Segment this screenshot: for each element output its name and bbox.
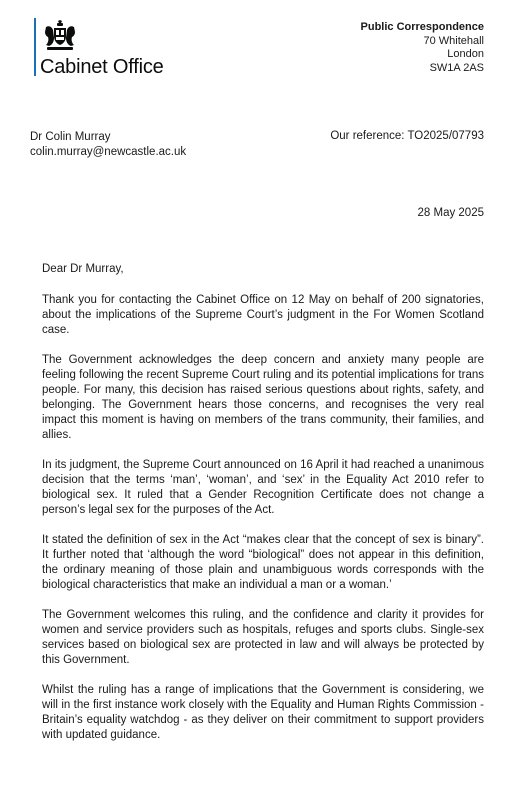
letter-body: [42, 262, 484, 758]
organisation-name: Cabinet Office: [40, 56, 164, 78]
paragraph: The Government welcomes this ruling, and the confidence and clarity it provides for women and service providers such as hospitals, refuges and sports clubs. Single-sex services based on biological sex are protected in law and will always be protected by this Government.: [42, 609, 484, 666]
address-line: 70 Whitehall: [423, 34, 484, 47]
sender-address: [361, 21, 484, 75]
address-line: SW1A 2AS: [429, 61, 484, 74]
royal-coat-of-arms-icon: [41, 20, 79, 52]
paragraph: In its judgment, the Supreme Court announced on 16 April it had reached a unanimous decision that the terms ‘man’, ‘woman’, and ‘sex’ in the Equality Act 2010 refer to biological sex. It ruled that a Gender Recognition Certificate does not change a person’s legal sex for the purposes of the Act.: [42, 459, 484, 516]
paragraph: The Government acknowledges the deep concern and anxiety many people are feeling following the recent Supreme Court ruling and its potential implications for trans people. For many, this decision has raised serious questions about rights, safety, and belonging. The Government hears those concerns, and recognises the very real impact this moment is having on members of the trans community, their families, and allies.: [42, 354, 484, 441]
paragraph: It stated the definition of sex in the Act “makes clear that the concept of sex is binary”. It further noted that ‘although the word “biological” does not appear in this definition, the ordinary meaning of those plain and unambiguous words corresponds with the biological characteristics that make an individual a man or a woman.’: [42, 534, 484, 591]
salutation: Dear Dr Murray,: [42, 263, 124, 275]
logo-accent-bar: [34, 18, 36, 76]
address-title: Public Correspondence: [360, 21, 484, 33]
letter-date: 28 May 2025: [417, 207, 484, 219]
recipient-email: colin.murray@newcastle.ac.uk: [30, 146, 187, 158]
recipient-name: Dr Colin Murray: [30, 131, 111, 143]
paragraph: Whilst the ruling has a range of implications that the Government is considering, we will in the first instance work closely with the Equality and Human Rights Commission - Britain’s equality watchdog - as they deliver on their commitment to support providers with updated guidance.: [42, 684, 484, 741]
reference-number: Our reference: TO2025/07793: [330, 130, 484, 142]
paragraph: Thank you for contacting the Cabinet Office on 12 May on behalf of 200 signatories, about the implications of the Supreme Court’s judgment in the For Women Scotland case.: [42, 294, 484, 336]
address-line: London: [447, 48, 484, 60]
recipient-block: [30, 130, 186, 160]
